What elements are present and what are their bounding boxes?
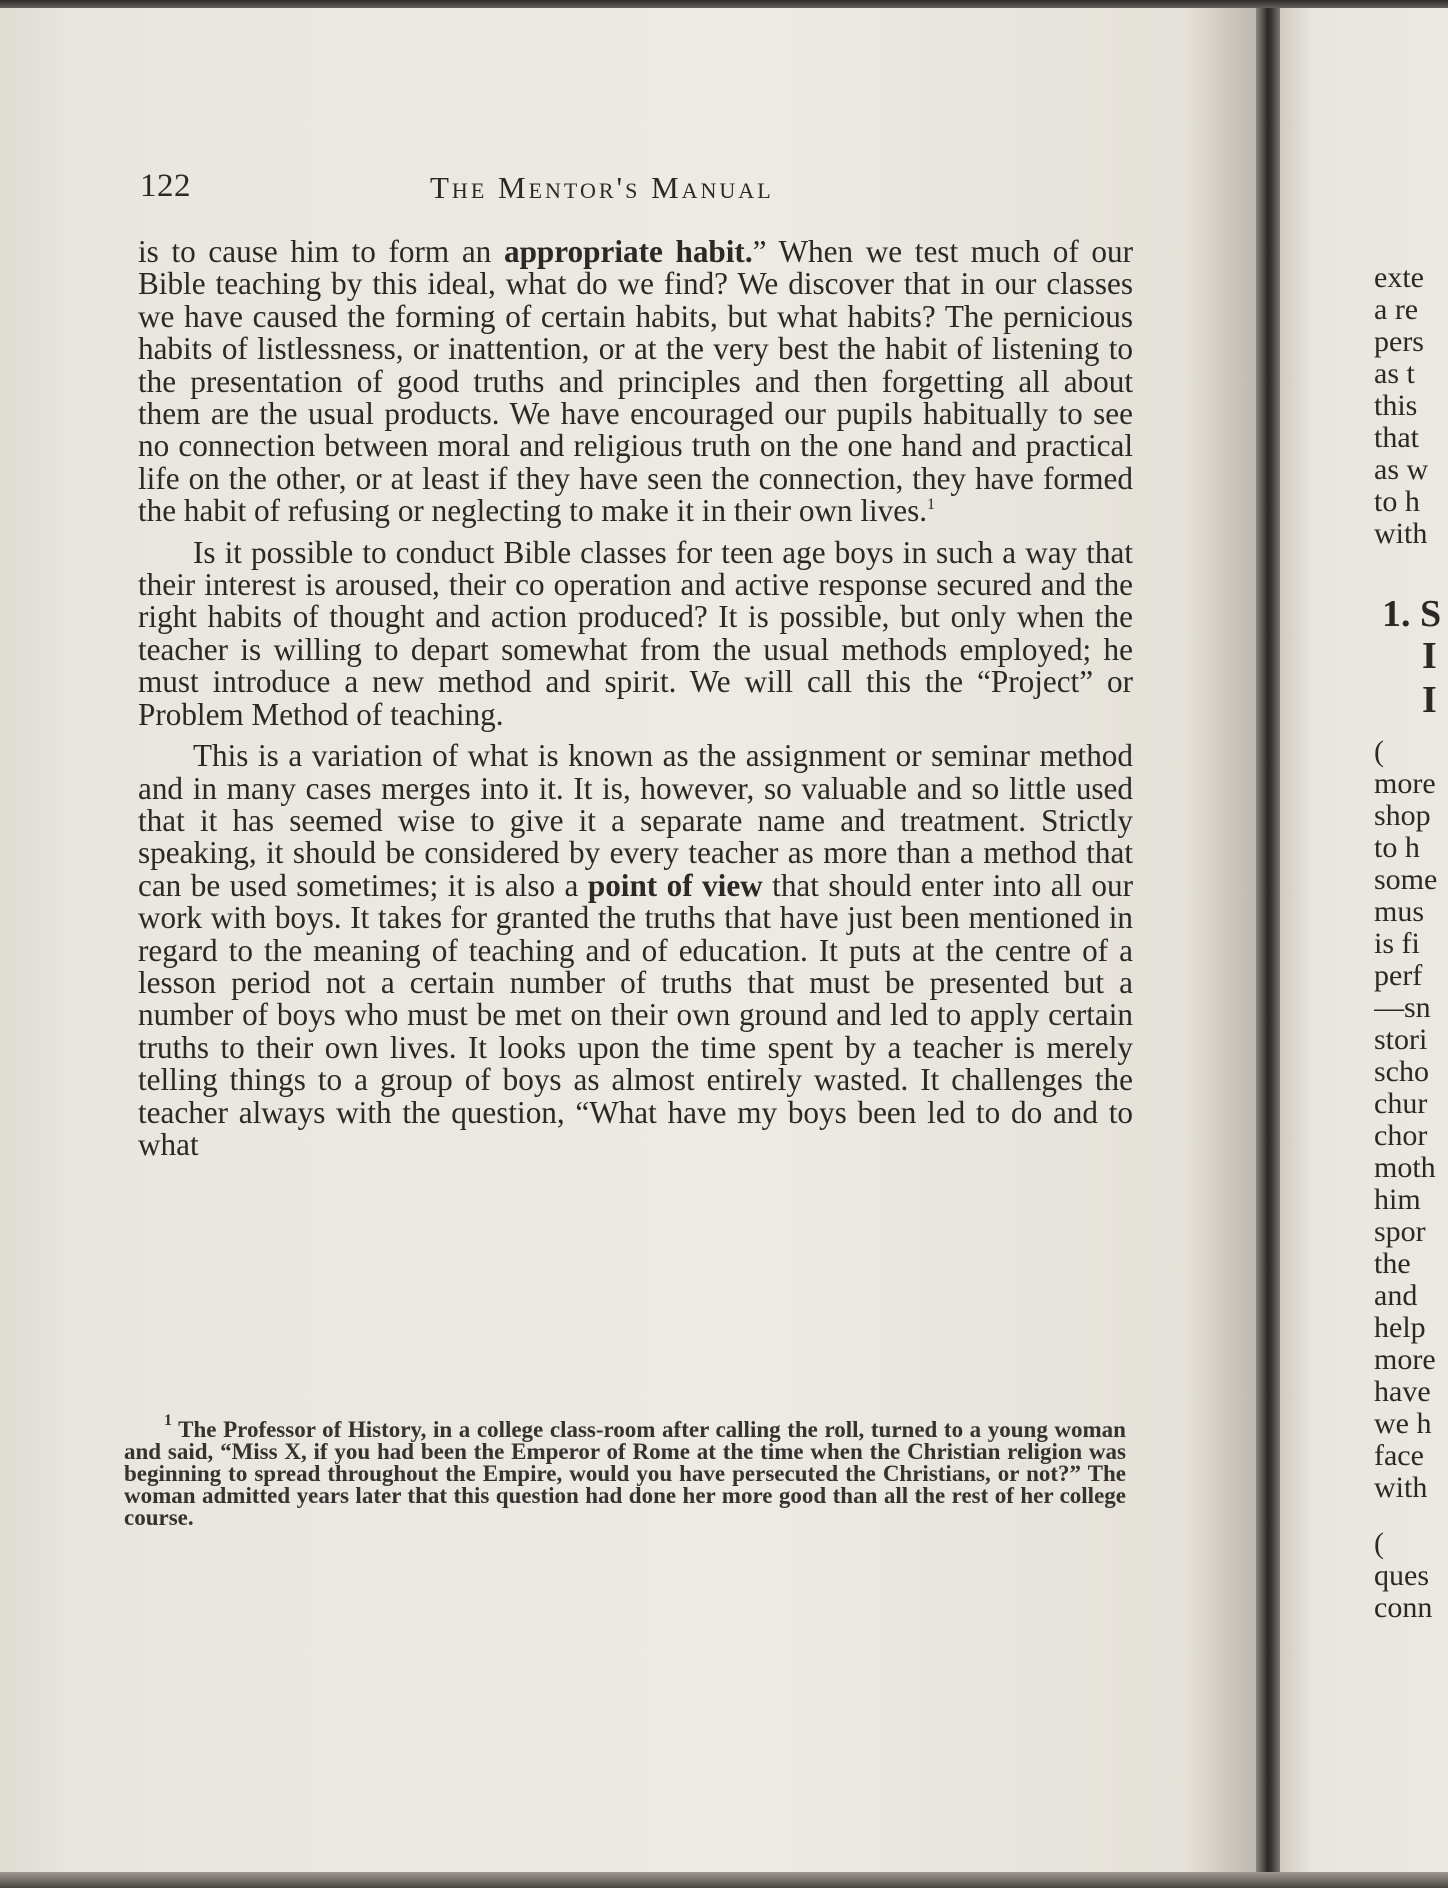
paragraph-3-emphasis: point of view xyxy=(587,867,763,903)
footnote xyxy=(124,1412,1126,1530)
scan-edge-bottom xyxy=(0,1872,1448,1888)
facing-page-fragment: 1. S xyxy=(1382,593,1442,635)
facing-page-fragment: some xyxy=(1374,863,1438,896)
facing-page-fragment: as t xyxy=(1374,357,1415,390)
facing-page-fragment: scho xyxy=(1374,1055,1429,1088)
paragraph-1-start: is to cause him to form an xyxy=(138,234,504,269)
facing-page-fragment: to h xyxy=(1374,485,1420,518)
facing-page-fragment: more xyxy=(1374,767,1436,800)
facing-page-fragment: stori xyxy=(1374,1023,1428,1056)
facing-page-fragment: moth xyxy=(1374,1151,1436,1184)
facing-page-fragment: the xyxy=(1374,1247,1411,1280)
facing-page-fragment: exte xyxy=(1374,261,1424,294)
facing-page-fragment: perf xyxy=(1374,959,1423,992)
paragraph-2: Is it possible to conduct Bible classes for teen age boys in such a way that their interest is aroused, their co operation and active response secured and the right habits of thought and action produced? It is possible, but only when the teacher is willing to depart somewhat from the usual methods employed; he must introduce a new method and spirit. We will call this the “Project” or Problem Method of teaching. xyxy=(138,534,1133,732)
facing-page-fragment: we h xyxy=(1374,1407,1432,1440)
footnote-paragraph xyxy=(124,1412,1126,1530)
facing-page-fragment: pers xyxy=(1374,325,1424,358)
footnote-reference: 1 xyxy=(927,496,936,514)
paragraph-3 xyxy=(138,740,1133,1161)
paragraph-1-rest: ” When we test much of our Bible teaching by this ideal, what do we find? We discover that in our classes we have caused the forming of certain habits, but what habits? The pernicious habits of listlessness, or inattention, or at the very best the habit of listening to the presentation of good truths and principles and then forgetting all about them are the usual products. We have encouraged our pupils habitually to see no connection between moral and religious truth on the one hand and practical life on the other, or at least if they have seen the connection, they have formed the habit of refusing or neglecting to make it in their own lives. xyxy=(138,234,1134,529)
facing-page-fragment: him xyxy=(1374,1183,1421,1216)
running-head xyxy=(140,168,1130,210)
facing-page-fragment: as w xyxy=(1374,453,1429,486)
facing-page-fragment: —sn xyxy=(1374,991,1431,1024)
book-title: The Mentor's Manual xyxy=(430,170,774,205)
facing-page-fragment: more xyxy=(1374,1343,1436,1376)
facing-page-fragment: with xyxy=(1374,1471,1428,1504)
footnote-marker: 1 xyxy=(164,1412,172,1429)
facing-page-fragment: with xyxy=(1374,517,1428,550)
facing-page-fragment: shop xyxy=(1374,799,1431,832)
body-text xyxy=(138,236,1133,1170)
facing-page-fragment: help xyxy=(1374,1311,1426,1344)
facing-page-fragment: ( xyxy=(1374,735,1384,768)
facing-page-fragment: to h xyxy=(1374,831,1420,864)
book-gutter xyxy=(1256,8,1282,1874)
facing-page-fragment: a re xyxy=(1374,293,1419,326)
facing-page-fragment: ques xyxy=(1374,1559,1429,1592)
facing-page-fragment: mus xyxy=(1374,895,1425,928)
facing-page-fragment: I xyxy=(1422,679,1437,721)
paragraph-3-rest: that should enter into all our work with boys. It takes for granted the truths that have just been mentioned in regard to the meaning of teaching and of education. It puts at the centre of a lesson period not a certain number of truths that must be presented but a number of boys who must be met on their own ground and led to apply certain truths to their own lives. It looks upon the time spent by a teacher is merely telling things to a group of boys as almost entirely wasted. It challenges the teacher always with the question, “What have my boys been led to do and to what xyxy=(138,867,1133,1162)
facing-page-fragment: spor xyxy=(1374,1215,1426,1248)
facing-page-fragment: face xyxy=(1374,1439,1424,1472)
facing-page-fragment: chur xyxy=(1374,1087,1428,1120)
facing-page-fragment: I xyxy=(1422,635,1437,677)
page-number: 122 xyxy=(140,168,191,204)
facing-page-fragment: this xyxy=(1374,389,1418,422)
facing-page-fragment: chor xyxy=(1374,1119,1428,1152)
footnote-text: The Professor of History, in a college class-room after calling the roll, turned to a young woman and said, “Miss X, if you had been the Emperor of Rome at the time when the Christian religion was beginning to spread throughout the Empire, would you have persecuted the Christians, or not?” The woman admitted years later that this question had done her more good than all the rest of her college course. xyxy=(124,1417,1126,1530)
paragraph-3-start: This is a variation of what is known as the assignment or seminar method and in many cases merges into it. It is, however, so valuable and so little used that it has seemed wise to give it a separate name and treatment. Strictly speaking, it should be considered by every teacher as more than a method that can be used sometimes; it is also a xyxy=(138,738,1133,903)
facing-page-fragment: ( xyxy=(1374,1527,1384,1560)
facing-page-fragment: and xyxy=(1374,1279,1418,1312)
facing-page-text xyxy=(1374,0,1448,1888)
facing-page-fragment: conn xyxy=(1374,1591,1433,1624)
paragraph-1-emphasis: appropriate habit. xyxy=(503,234,753,269)
paragraph-1 xyxy=(138,236,1133,528)
facing-page-fragment: is fi xyxy=(1374,927,1420,960)
facing-page-fragment: have xyxy=(1374,1375,1431,1408)
facing-page-fragment: that xyxy=(1374,421,1419,454)
